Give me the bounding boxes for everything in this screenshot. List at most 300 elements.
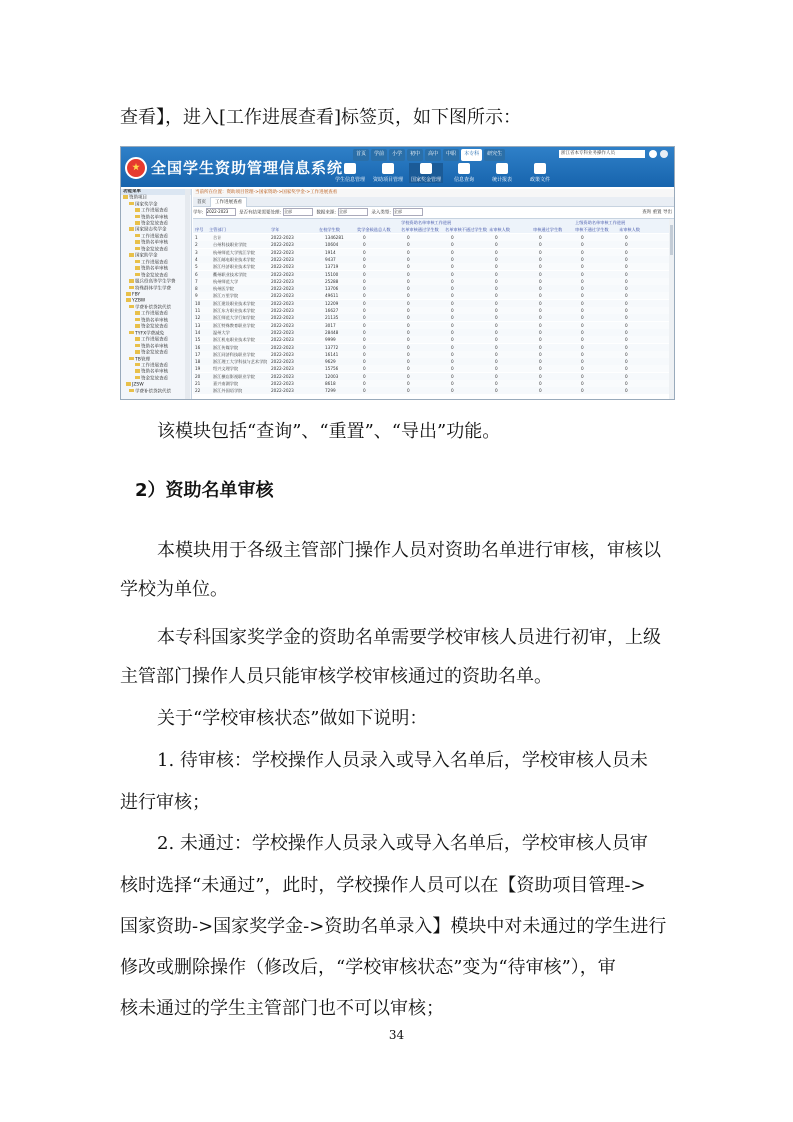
table-cell: 2022-2023	[271, 264, 294, 270]
sidebar-item-label: 国家奖学金	[135, 201, 158, 207]
table-row[interactable]	[193, 256, 669, 263]
column-header[interactable]: 序号	[195, 227, 204, 232]
table-cell: 9629	[325, 359, 336, 365]
folder-icon	[135, 221, 140, 225]
folder-icon	[135, 344, 140, 348]
table-cell: 15756	[325, 366, 339, 372]
table-cell: 0	[625, 315, 628, 321]
table-cell: 0	[407, 366, 410, 372]
sidebar-item-label: 资助项目	[129, 195, 147, 201]
table-cell: 0	[581, 264, 584, 270]
sidebar-item[interactable]	[121, 389, 191, 395]
action-buttons	[642, 208, 672, 217]
table-cell: 0	[451, 351, 454, 357]
table-cell: 6	[195, 271, 198, 277]
table-cell: 0	[539, 366, 542, 372]
table-cell: 0	[581, 344, 584, 350]
table-cell: 0	[407, 242, 410, 248]
table-cell: 12209	[325, 300, 339, 306]
table-cell: 18	[195, 359, 201, 365]
nav-item-1[interactable]	[371, 163, 405, 183]
folder-icon	[126, 298, 131, 302]
top-link-2[interactable]: 小学	[389, 149, 405, 161]
column-header[interactable]: 学年	[271, 227, 280, 232]
column-header[interactable]: 奖学金候选总人数	[357, 227, 391, 232]
table-cell: 0	[581, 373, 584, 379]
table-row[interactable]	[193, 380, 669, 387]
table-cell: 0	[363, 286, 366, 292]
table-cell: 14	[195, 329, 201, 335]
table-cell: 0	[451, 388, 454, 394]
nav-label-4: 统计报表	[491, 177, 512, 183]
table-cell: 2022-2023	[271, 300, 294, 306]
table-row[interactable]	[193, 373, 669, 380]
table-cell: 0	[495, 315, 498, 321]
table-cell: 0	[581, 322, 584, 328]
nav-label-5: 政策文件	[529, 177, 550, 183]
top-link-4[interactable]: 高中	[425, 149, 441, 161]
sidebar-item-label: 资金发放查看	[141, 324, 168, 330]
folder-icon	[135, 266, 140, 270]
table-cell: 2022-2023	[271, 278, 294, 284]
nav-label-0: 学生信息管理	[334, 177, 365, 183]
table-cell: 2022-2023	[271, 329, 294, 335]
nav-label-2: 国家奖金管理	[410, 177, 441, 183]
table-cell: 0	[539, 235, 542, 240]
table-cell: 0	[625, 242, 628, 248]
sidebar-item-label: 工作进展查看	[141, 208, 168, 214]
table-row[interactable]	[193, 314, 669, 321]
settings-icon[interactable]	[649, 150, 657, 158]
table-cell: 0	[495, 300, 498, 306]
table-cell: 0	[363, 300, 366, 306]
table-cell: 0	[539, 264, 542, 270]
reset-button[interactable]: 重置	[652, 210, 662, 215]
table-cell: 浙江特殊教育职业学院	[213, 322, 255, 328]
table-cell: 0	[407, 235, 410, 240]
table-cell: 0	[495, 388, 498, 394]
group-header-row	[193, 219, 669, 226]
nav-item-3[interactable]	[447, 163, 481, 183]
table-cell: 0	[363, 381, 366, 386]
table-cell: 0	[625, 264, 628, 270]
tab-home[interactable]: 首页	[197, 200, 206, 205]
table-row[interactable]	[193, 278, 669, 285]
folder-icon	[129, 279, 134, 283]
table-cell: 0	[407, 359, 410, 365]
table-cell: 浙江机电职业技术学院	[213, 337, 255, 343]
table-cell: 1914	[325, 249, 336, 255]
top-link-0[interactable]: 首页	[353, 149, 369, 161]
sidebar-item-label: 国家励志奖学金	[135, 227, 167, 233]
table-cell: 0	[451, 249, 454, 255]
table-cell: 0	[407, 337, 410, 343]
folder-icon	[126, 292, 131, 296]
table-cell: 13719	[325, 264, 339, 270]
logout-icon[interactable]	[660, 150, 668, 158]
year-select[interactable]: 2022-2023	[206, 208, 236, 216]
table-cell: 0	[451, 344, 454, 350]
filter-label-result: 是否有结果需要处理:	[238, 210, 281, 216]
table-cell: 0	[495, 286, 498, 292]
result-select[interactable]: 全部	[283, 208, 313, 216]
table-cell: 0	[581, 300, 584, 306]
table-cell: 0	[625, 322, 628, 328]
sidebar-item-label: 工作进展查看	[141, 234, 168, 240]
top-link-7[interactable]: 研究生	[484, 149, 505, 161]
table-cell: 0	[407, 388, 410, 394]
table-cell: 0	[539, 286, 542, 292]
table-cell: 0	[539, 256, 542, 262]
system-logo-icon	[125, 157, 147, 179]
table-cell: 0	[625, 271, 628, 277]
table-cell: 0	[539, 249, 542, 255]
group-header-school: 学校资助名单审核工作进展	[401, 220, 452, 225]
folder-icon	[135, 363, 140, 367]
top-link-5[interactable]: 中职	[443, 149, 459, 161]
column-header[interactable]: 主管部门	[209, 227, 226, 232]
nav-item-2[interactable]	[409, 163, 443, 183]
folder-icon	[129, 253, 134, 257]
table-cell: 0	[581, 235, 584, 240]
table-cell: 0	[625, 366, 628, 372]
table-cell: 0	[581, 278, 584, 284]
table-cell: 0	[539, 351, 542, 357]
table-cell: 0	[625, 308, 628, 313]
table-cell: 0	[363, 249, 366, 255]
table-cell: 0	[451, 271, 454, 277]
sidebar-item-label: 工作进展查看	[141, 259, 168, 265]
table-cell: 浙江横店影视职业学院	[213, 373, 255, 379]
table-cell: 浙江邮电职业技术学院	[213, 256, 255, 262]
table-cell: 0	[581, 315, 584, 321]
embedded-screenshot	[120, 146, 675, 400]
table-cell: 0	[407, 256, 410, 262]
type-select[interactable]: 全部	[393, 208, 423, 216]
table-row[interactable]	[193, 329, 669, 336]
table-cell: 0	[581, 388, 584, 394]
table-row[interactable]	[193, 365, 669, 372]
folder-icon	[126, 382, 131, 386]
sidebar-item-label: 资金发放查看	[141, 376, 168, 382]
nav-icon-4	[496, 163, 508, 174]
table-cell: 0	[581, 359, 584, 365]
table-cell: 0	[407, 308, 410, 313]
table-row[interactable]	[193, 300, 669, 307]
table-cell: 0	[451, 286, 454, 292]
table-row[interactable]	[193, 271, 669, 278]
column-header[interactable]: 在校学生数	[319, 227, 340, 232]
filter-label-year: 学年:	[193, 210, 204, 216]
table-cell: 0	[363, 308, 366, 313]
table-cell: 1346281	[325, 235, 344, 240]
query-button[interactable]: 查询	[642, 210, 652, 215]
nav-icon-1	[382, 163, 394, 174]
table-cell: 0	[451, 235, 454, 240]
table-cell: 温州大学	[213, 329, 230, 335]
table-cell: 0	[363, 322, 366, 328]
progress-table	[193, 218, 674, 400]
para1-line2: 学校为单位。	[120, 579, 228, 600]
table-cell: 0	[451, 264, 454, 270]
sidebar-item-label: 学费补偿贷款代偿	[135, 389, 171, 395]
table-cell: 0	[451, 242, 454, 248]
column-header[interactable]: 审核通过学生数	[533, 227, 563, 232]
table-cell: 2022-2023	[271, 249, 294, 255]
export-button[interactable]: 导出	[663, 210, 672, 215]
filter-label-type: 录入类型:	[371, 210, 391, 216]
table-cell: 0	[539, 359, 542, 365]
table-cell: 0	[363, 242, 366, 248]
folder-icon	[135, 215, 140, 219]
table-cell: 25288	[325, 278, 339, 284]
table-cell: 2022-2023	[271, 388, 294, 394]
page-number: 34	[388, 1028, 405, 1042]
table-cell: 3	[195, 249, 198, 255]
table-cell: 10604	[325, 242, 339, 248]
table-cell: 2022-2023	[271, 344, 294, 350]
table-cell: 0	[495, 359, 498, 365]
folder-icon	[129, 227, 134, 231]
item2-line3: 国家资助->国家奖学金->资助名单录入】模块中对未通过的学生进行	[120, 916, 667, 937]
table-cell: 0	[495, 329, 498, 335]
table-cell: 台州科技职业学院	[213, 242, 247, 248]
table-cell: 7	[195, 278, 198, 284]
top-link-6[interactable]: 本专科	[461, 149, 482, 161]
table-cell: 0	[407, 373, 410, 379]
table-cell: 0	[363, 351, 366, 357]
folder-icon	[129, 331, 134, 335]
sidebar-item-label: 资助名单审核	[141, 214, 168, 220]
table-cell: 0	[407, 286, 410, 292]
table-cell: 2022-2023	[271, 242, 294, 248]
nav-icon-3	[458, 163, 470, 174]
table-row[interactable]	[193, 322, 669, 329]
table-cell: 11	[195, 308, 201, 313]
table-row[interactable]	[193, 351, 669, 358]
table-cell: 0	[407, 278, 410, 284]
table-cell: 0	[539, 271, 542, 277]
folder-icon	[129, 389, 134, 393]
table-cell: 2022-2023	[271, 293, 294, 299]
table-row[interactable]	[193, 234, 669, 241]
table-cell: 0	[539, 308, 542, 313]
table-cell: 0	[451, 359, 454, 365]
nav-label-1: 资助项目管理	[372, 177, 403, 183]
filter-label-source: 数据来源:	[316, 210, 336, 216]
table-cell: 21	[195, 381, 201, 386]
table-cell: 0	[495, 351, 498, 357]
folder-icon	[123, 195, 128, 199]
table-cell: 10	[195, 300, 201, 306]
table-cell: 0	[363, 256, 366, 262]
table-cell: 0	[363, 264, 366, 270]
folder-icon	[129, 305, 134, 309]
table-cell: 0	[495, 337, 498, 343]
table-cell: 0	[581, 249, 584, 255]
table-cell: 浙江万里学院	[213, 293, 239, 299]
sidebar-title: 功能菜单	[121, 189, 191, 195]
folder-icon	[135, 369, 140, 373]
table-cell: 0	[451, 315, 454, 321]
table-row[interactable]	[193, 285, 669, 292]
table-cell: 0	[581, 286, 584, 292]
top-link-1[interactable]: 学前	[371, 149, 387, 161]
table-cell: 0	[495, 264, 498, 270]
table-cell: 0	[451, 300, 454, 306]
para2-line1: 本专科国家奖学金的资助名单需要学校审核人员进行初审，上级	[157, 627, 661, 648]
table-cell: 15100	[325, 271, 339, 277]
table-cell: 0	[495, 293, 498, 299]
table-cell: 0	[625, 300, 628, 306]
table-row[interactable]	[193, 358, 669, 365]
sidebar-item-label: 资金发放查看	[141, 272, 168, 278]
tab-progress[interactable]: 工作进展查看	[210, 197, 247, 207]
table-cell: 0	[407, 381, 410, 386]
table-cell: 0	[495, 278, 498, 284]
table-row[interactable]	[193, 336, 669, 343]
table-cell: 0	[539, 300, 542, 306]
table-cell: 0	[407, 351, 410, 357]
sidebar	[121, 189, 192, 399]
table-cell: 0	[495, 373, 498, 379]
table-cell: 2022-2023	[271, 373, 294, 379]
table-cell: 22	[195, 388, 201, 394]
nav-icon-0	[344, 163, 356, 174]
table-cell: 13706	[325, 286, 339, 292]
sidebar-scrollbar[interactable]	[185, 189, 190, 399]
table-row[interactable]	[193, 292, 669, 299]
table-cell: 0	[363, 359, 366, 365]
folder-icon	[135, 247, 140, 251]
table-cell: 0	[539, 337, 542, 343]
table-cell: 2022-2023	[271, 381, 294, 386]
table-cell: 2	[195, 242, 198, 248]
sidebar-item-label: 资助名单审核	[141, 369, 168, 375]
table-cell: 0	[625, 344, 628, 350]
table-cell: 1	[195, 235, 198, 240]
item2-line2: 核时选择“未通过”，此时，学校操作人员可以在【资助项目管理->	[120, 875, 646, 896]
table-cell: 2022-2023	[271, 271, 294, 277]
column-header[interactable]: 未审核人数	[489, 227, 510, 232]
table-cell: 0	[363, 329, 366, 335]
top-links	[353, 149, 505, 161]
table-cell: 浙江传媒学院	[213, 344, 239, 350]
table-cell: 2022-2023	[271, 366, 294, 372]
function-summary: 该模块包括“查询”、“重置”、“导出”功能。	[157, 421, 501, 442]
table-cell: 0	[407, 300, 410, 306]
sidebar-item-label: 国家助学金	[135, 253, 158, 259]
table-row[interactable]	[193, 387, 669, 394]
role-select[interactable]: 浙江省本专科业务操作人员	[559, 150, 645, 158]
nav-item-0[interactable]	[333, 163, 367, 183]
table-cell: 20	[195, 373, 201, 379]
table-cell: 合计	[213, 235, 222, 240]
table-cell: 0	[625, 278, 628, 284]
table-cell: 0	[407, 271, 410, 277]
table-row[interactable]	[193, 241, 669, 248]
table-cell: 0	[363, 278, 366, 284]
table-cell: 0	[495, 249, 498, 255]
table-cell: 0	[451, 373, 454, 379]
table-cell: 0	[625, 235, 628, 240]
sidebar-item-label: 资助名单审核	[141, 240, 168, 246]
table-cell: 0	[407, 322, 410, 328]
nav-item-4[interactable]	[485, 163, 519, 183]
table-cell: 0	[363, 293, 366, 299]
table-cell: 0	[451, 329, 454, 335]
table-cell: 13	[195, 322, 201, 328]
item2-line4: 修改或删除操作（修改后，“学校审核状态”变为“待审核”），审	[120, 957, 616, 978]
table-cell: 0	[581, 329, 584, 335]
sidebar-item-label: TB管理	[135, 356, 150, 362]
table-cell: 0	[451, 366, 454, 372]
table-cell: 0	[495, 235, 498, 240]
table-row[interactable]	[193, 344, 669, 351]
table-cell: 21135	[325, 315, 339, 321]
column-header[interactable]: 名单审核通过学生数	[401, 227, 439, 232]
folder-icon	[135, 350, 140, 354]
table-cell: 0	[407, 293, 410, 299]
table-cell: 9999	[325, 337, 336, 343]
table-cell: 5	[195, 264, 198, 270]
group-header-upper: 上级资助名单审核工作进展	[575, 220, 626, 225]
table-cell: 0	[407, 264, 410, 270]
nav-item-5[interactable]	[523, 163, 557, 183]
table-cell: 2022-2023	[271, 308, 294, 313]
table-cell: 浙江经济职业技术学院	[213, 264, 255, 270]
table-row[interactable]	[193, 307, 669, 314]
table-cell: 4	[195, 256, 198, 262]
table-cell: 12003	[325, 373, 339, 379]
table-cell: 浙江建设职业技术学院	[213, 300, 255, 306]
table-row[interactable]	[193, 249, 669, 256]
table-cell: 17	[195, 351, 201, 357]
folder-icon	[129, 286, 134, 290]
table-cell: 0	[539, 344, 542, 350]
table-cell: 0	[581, 381, 584, 386]
table-scrollbar[interactable]	[669, 219, 674, 400]
column-header[interactable]: 名单审核不通过学生数	[445, 227, 487, 232]
table-cell: 浙江东方职业技术学院	[213, 308, 255, 313]
item2-line1: 2. 未通过：学校操作人员录入或导入名单后，学校审核人员审	[157, 833, 648, 854]
column-header[interactable]: 未审核人数	[619, 227, 640, 232]
table-row[interactable]	[193, 263, 669, 270]
table-cell: 3017	[325, 322, 336, 328]
para2-line2: 主管部门操作人员只能审核学校审核通过的资助名单。	[120, 666, 552, 687]
sidebar-item-label: 工作进展查看	[141, 363, 168, 369]
top-link-3[interactable]: 初中	[407, 149, 423, 161]
table-cell: 0	[495, 344, 498, 350]
table-cell: 2022-2023	[271, 351, 294, 357]
column-header[interactable]: 审核不通过学生数	[575, 227, 609, 232]
system-title: 全国学生资助管理信息系统	[151, 159, 344, 177]
item2-line5: 核未通过的学生主管部门也不可以审核；	[120, 998, 444, 1019]
source-select[interactable]: 全部	[338, 208, 368, 216]
table-cell: 0	[625, 373, 628, 379]
table-cell: 16627	[325, 308, 339, 313]
table-cell: 0	[451, 278, 454, 284]
table-cell: 0	[625, 359, 628, 365]
sidebar-item-label: 资金发放查看	[141, 221, 168, 227]
table-cell: 0	[539, 293, 542, 299]
table-cell: 0	[625, 293, 628, 299]
table-cell: 浙江同济科技职业学院	[213, 351, 255, 357]
sidebar-item-label: 资金发放查看	[141, 350, 168, 356]
table-cell: 0	[625, 256, 628, 262]
table-cell: 0	[407, 344, 410, 350]
sidebar-item-label: JZSW	[132, 382, 144, 388]
